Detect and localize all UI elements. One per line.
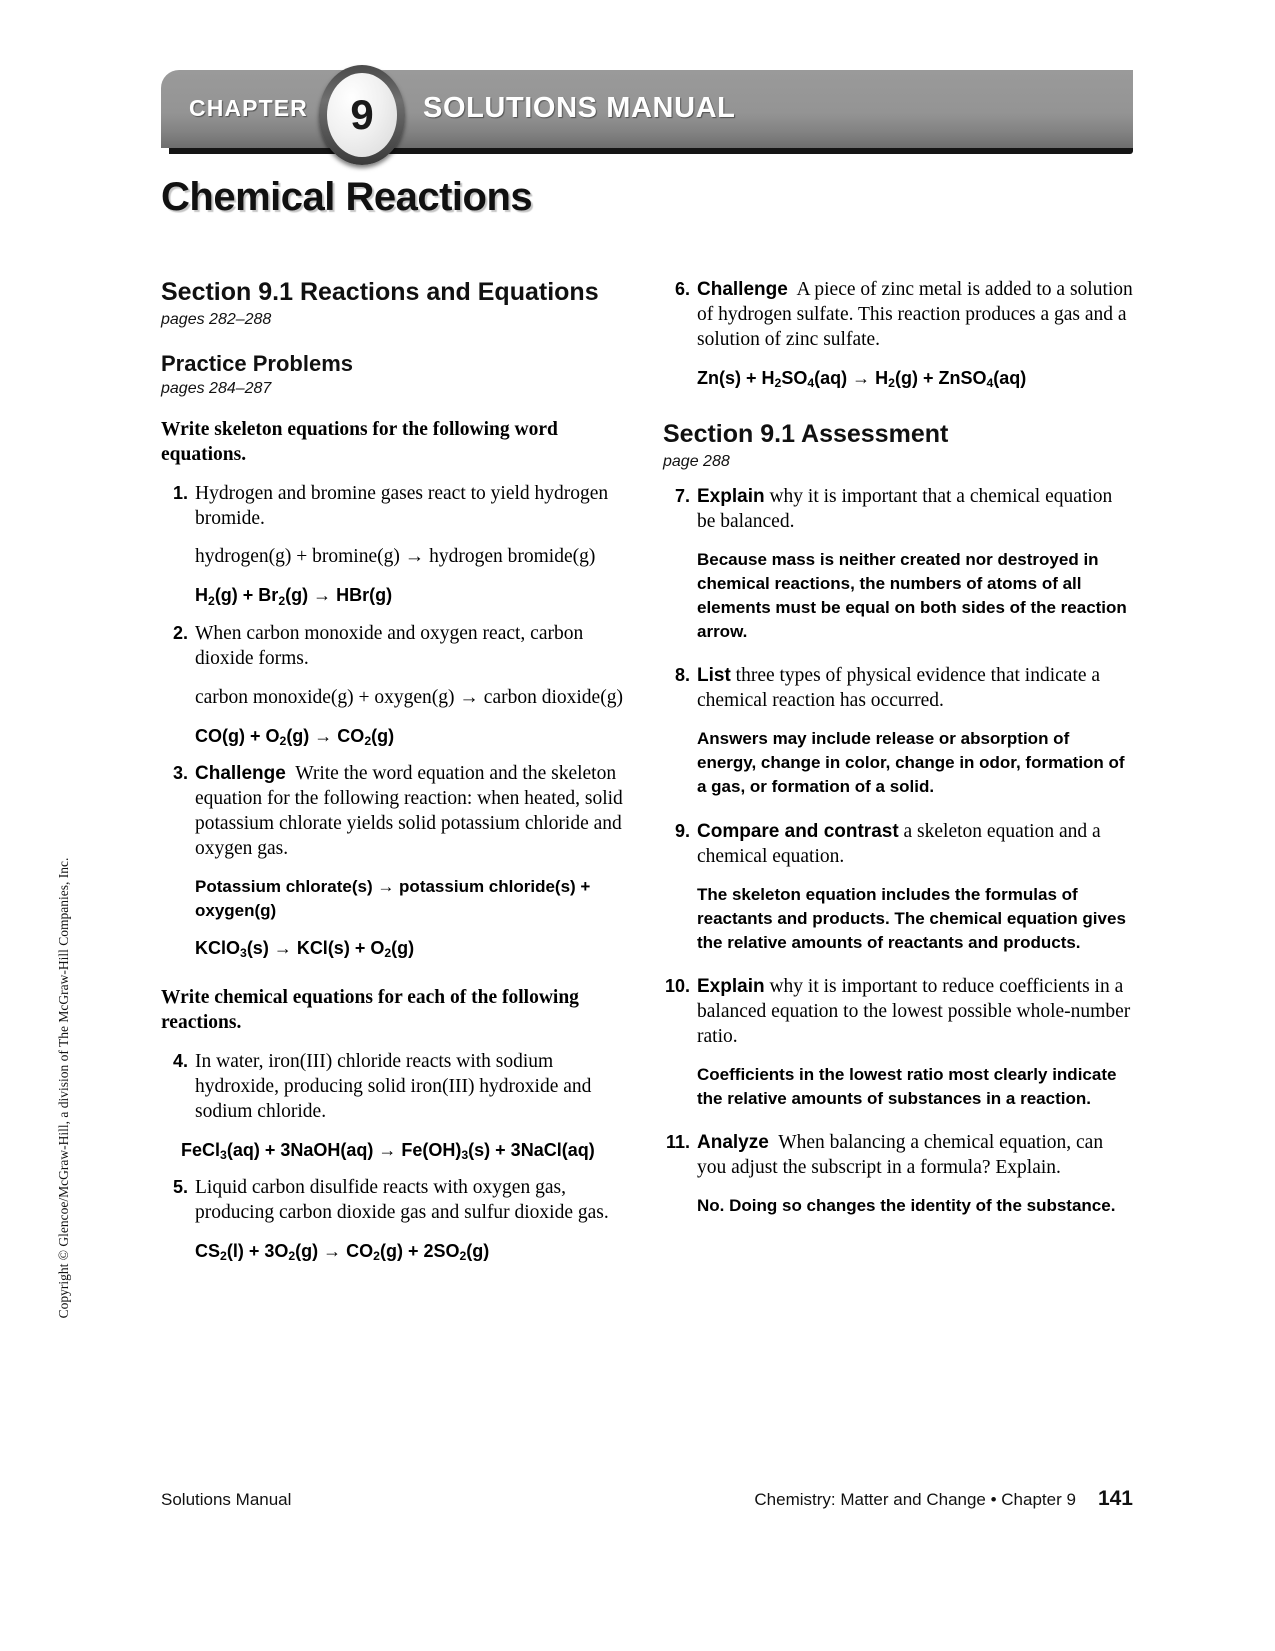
question-body: a skeleton equation and a chemical equation. <box>697 820 1101 867</box>
problem-item-2 <box>161 622 631 748</box>
chapter-banner <box>161 70 1133 156</box>
banner-chapter-label: CHAPTER <box>189 95 308 121</box>
section-pages: pages 282–288 <box>161 310 272 328</box>
question-text: Hydrogen and bromine gases react to yield hydrogen bromide. <box>195 482 609 529</box>
assessment-pages: page 288 <box>663 452 730 470</box>
question-lead: Challenge <box>195 762 286 784</box>
word-equation: carbon monoxide(g) + oxygen(g) → carbon dioxide(g) <box>195 686 623 708</box>
problem-item-10 <box>663 975 1133 1111</box>
right-column <box>663 278 1133 1218</box>
answer-text: Coefficients in the lowest ratio most clearly indicate the relative amounts of substances in a reaction. <box>697 1064 1117 1108</box>
chapter-number: 9 <box>350 91 374 138</box>
answer-equation: FeCl$_3$(aq) + 3NaOH(aq) → $Fe(OH)_3(s)$ + 3NaCl(aq) <box>181 1139 595 1162</box>
item-body <box>697 820 1133 955</box>
item-body <box>697 664 1133 799</box>
question-lead: List <box>697 665 731 687</box>
page-footer <box>161 1487 1133 1511</box>
question-body: three types of physical evidence that indicate a chemical reaction has occurred. <box>697 665 1101 712</box>
question-body: When balancing a chemical equation, can you adjust the subscript in a formula? Explain. <box>697 1131 1104 1178</box>
answer-equation: $Zn(s) + H_2SO_4(aq) \to H_2(g)$ + ZnSO$_4$(aq) <box>697 367 1027 391</box>
answer-text: The skeleton equation includes the formulas of reactants and products. The chemical equation gives the relative amounts of reactants and products. <box>697 884 1126 952</box>
item-number: 3. <box>172 762 188 783</box>
section-heading: Section 9.1 Reactions and Equations <box>161 278 599 306</box>
answer-equation: $CS_2(l) + 3O_2(g) \to CO_2(g) + 2SO_2(g)$ <box>195 1240 490 1263</box>
answer-equation: $CO(g) + O_2(g) \to CO_2(g)$ <box>195 725 395 748</box>
chapter-number-badge-inner <box>327 73 397 157</box>
item-body <box>697 278 1133 390</box>
question-text <box>195 762 631 862</box>
question-text <box>697 485 1133 535</box>
answer-text: No. Doing so changes the identity of the substance. <box>697 1195 1116 1215</box>
instruction-chemical-equations: Write chemical equations for each of the following reactions. <box>161 987 579 1033</box>
chapter-number-badge <box>319 65 405 165</box>
answer-equation: $H_2(g) + Br_2(g) \to HBr(g)$ <box>195 585 393 608</box>
item-body <box>195 622 631 748</box>
answer-equation: KClO$_3$(s) → $KCl(s) + O_2(g)$ <box>195 937 415 961</box>
question-lead: Compare and contrast <box>697 820 899 842</box>
question-text <box>697 278 1133 353</box>
item-number: 5. <box>172 1176 188 1197</box>
practice-problems-heading: Practice Problems <box>161 350 353 376</box>
copyright-notice: Copyright © Glencoe/McGraw-Hill, a division of The McGraw-Hill Companies, Inc. <box>56 857 71 1319</box>
answer-text: Because mass is neither created nor destroyed in chemical reactions, the numbers of atoms of all elements must be equal on both sides of the reaction arrow. <box>697 549 1127 642</box>
question-text: When carbon monoxide and oxygen react, carbon dioxide forms. <box>195 622 584 669</box>
footer-page-number: 141 <box>1097 1487 1133 1510</box>
question-lead: Explain <box>697 975 765 997</box>
item-body <box>181 1050 631 1162</box>
question-body: Write the word equation and the skeleton equation for the following reaction: when heated, solid potassium chlorate yields solid potassium chloride and oxygen gas. <box>195 762 623 859</box>
instruction-skeleton-equations: Write skeleton equations for the following word equations. <box>161 419 558 465</box>
question-text <box>697 664 1133 714</box>
question-body: A piece of zinc metal is added to a solution of hydrogen sulfate. This reaction produces a gas and a solution of zinc sulfate. <box>697 279 1133 350</box>
item-number: 7. <box>674 485 690 506</box>
item-body <box>195 1176 631 1263</box>
question-text <box>697 820 1133 870</box>
banner-title: SOLUTIONS MANUAL <box>423 92 736 124</box>
problem-item-5 <box>161 1176 631 1263</box>
item-body <box>195 482 631 608</box>
answer-word-equation: Potassium chlorate(s) → potassium chloride(s) + oxygen(g) <box>195 876 591 920</box>
item-number: 10. <box>664 975 690 996</box>
problem-item-11 <box>663 1131 1133 1218</box>
left-column <box>161 278 631 1263</box>
word-equation: hydrogen(g) + bromine(g) → hydrogen bromide(g) <box>195 546 596 568</box>
problem-item-1 <box>161 482 631 608</box>
problem-item-7 <box>663 485 1133 644</box>
item-body <box>195 762 631 960</box>
item-number: 6. <box>674 279 690 299</box>
problem-item-9 <box>663 820 1133 955</box>
footer-book-title: Chemistry: Matter and Change • Chapter 9 <box>754 1490 1076 1509</box>
question-text <box>697 1131 1133 1181</box>
footer-left-label: Solutions Manual <box>161 1490 292 1509</box>
answer-text: Answers may include release or absorption of energy, change in color, change in odor, formation of a gas, or formation of a solid. <box>697 729 1125 797</box>
question-text: Liquid carbon disulfide reacts with oxygen gas, producing carbon dioxide gas and sulfur dioxide gas. <box>195 1176 609 1223</box>
question-text <box>697 975 1133 1050</box>
question-lead: Explain <box>697 485 765 507</box>
assessment-heading: Section 9.1 Assessment <box>663 420 949 449</box>
question-body: why it is important to reduce coefficients in a balanced equation to the lowest possible whole-number ratio. <box>697 975 1131 1047</box>
problem-item-6 <box>663 278 1133 390</box>
question-lead: Challenge <box>697 279 788 300</box>
problem-item-3 <box>161 762 631 960</box>
item-number: 1. <box>172 482 188 503</box>
question-text: In water, iron(III) chloride reacts with sodium hydroxide, producing solid iron(III) hydroxide and sodium chloride. <box>195 1050 592 1122</box>
item-number: 8. <box>674 665 690 686</box>
practice-problems-pages: pages 284–287 <box>161 380 272 398</box>
item-body <box>697 1131 1133 1218</box>
item-body <box>697 485 1133 644</box>
question-lead: Analyze <box>697 1131 769 1153</box>
item-body <box>697 975 1133 1111</box>
banner-drop-shadow <box>169 148 1133 154</box>
footer-right-group <box>754 1487 1133 1511</box>
item-number: 9. <box>674 820 690 841</box>
problem-item-4 <box>161 1050 631 1162</box>
item-number: 2. <box>172 622 188 643</box>
item-number: 4. <box>172 1050 188 1071</box>
problem-item-8 <box>663 664 1133 799</box>
question-body: why it is important that a chemical equation be balanced. <box>697 485 1113 532</box>
page-title: Chemical Reactions <box>161 175 533 219</box>
item-number: 11. <box>665 1131 690 1152</box>
